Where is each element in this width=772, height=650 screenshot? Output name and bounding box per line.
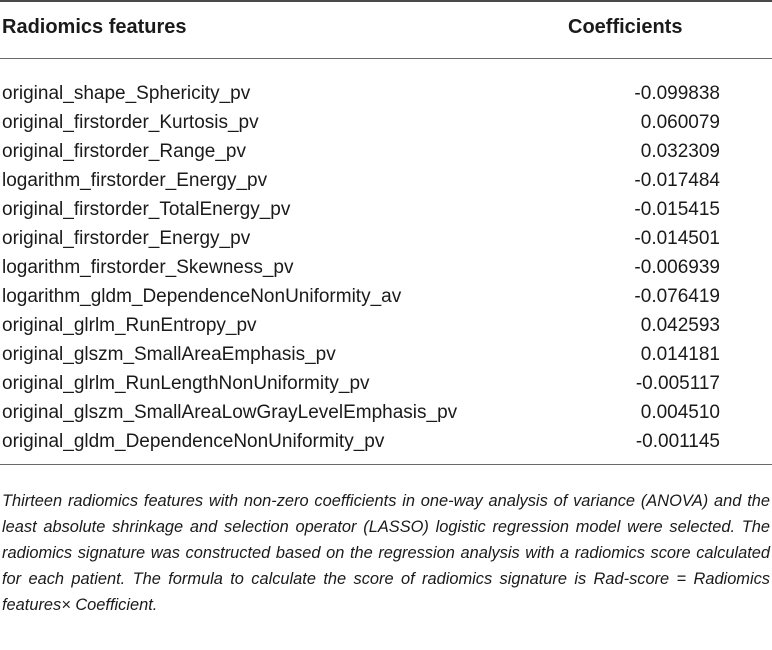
feature-cell: original_glrlm_RunEntropy_pv — [2, 315, 257, 336]
table-row — [0, 197, 772, 226]
coefficient-cell: 0.004510 — [640, 402, 720, 423]
coefficient-cell: -0.014501 — [634, 228, 720, 249]
table-bottom-rule — [0, 464, 772, 465]
table-row — [0, 400, 772, 429]
coefficient-cell: 0.014181 — [640, 344, 720, 365]
coefficient-cell: -0.006939 — [634, 257, 720, 278]
feature-cell: original_glszm_SmallAreaLowGrayLevelEmphasis_pv — [2, 402, 458, 423]
coefficient-cell: 0.060079 — [640, 112, 720, 133]
coefficient-cell: -0.005117 — [635, 373, 720, 394]
coefficient-cell: 0.032309 — [640, 141, 720, 162]
table-row — [0, 168, 772, 197]
table-row — [0, 139, 772, 168]
feature-cell: logarithm_firstorder_Skewness_pv — [2, 257, 294, 278]
coefficient-cell: 0.042593 — [640, 315, 720, 336]
header-coefficient: Coefficients — [568, 16, 683, 38]
feature-cell: original_firstorder_Energy_pv — [2, 228, 251, 249]
table-body — [0, 59, 772, 458]
coefficient-cell: -0.076419 — [634, 286, 720, 307]
table-footnote: Thirteen radiomics features with non-zero coefficients in one-way analysis of variance (ANOVA) and the least absolute shrinkage and selection operator (LASSO) logistic regression model were selected. The radiomics signature was constructed based on the regression analysis with a radiomics score calculated for each patient. The formula to calculate the score of radiomics signature is Rad-score = Radiomics features× Coefficient. — [2, 492, 770, 614]
table-row — [0, 110, 772, 139]
table-row — [0, 342, 772, 371]
table-row — [0, 429, 772, 458]
header-feature: Radiomics features — [2, 16, 187, 38]
table-row — [0, 371, 772, 400]
feature-cell: original_firstorder_Range_pv — [2, 141, 246, 162]
table-row — [0, 284, 772, 313]
feature-cell: original_shape_Sphericity_pv — [2, 83, 251, 104]
feature-cell: original_glszm_SmallAreaEmphasis_pv — [2, 344, 336, 365]
feature-cell: original_gldm_DependenceNonUniformity_pv — [2, 431, 385, 452]
feature-cell: original_firstorder_TotalEnergy_pv — [2, 199, 291, 220]
table-row — [0, 226, 772, 255]
feature-cell: logarithm_firstorder_Energy_pv — [2, 170, 268, 191]
table-header — [0, 2, 772, 59]
feature-cell: logarithm_gldm_DependenceNonUniformity_av — [2, 286, 402, 307]
table-row — [0, 313, 772, 342]
coefficient-cell: -0.015415 — [634, 199, 720, 220]
coefficient-cell: -0.099838 — [634, 83, 720, 104]
coefficient-cell: -0.001145 — [635, 431, 720, 452]
coefficient-cell: -0.017484 — [634, 170, 720, 191]
feature-cell: original_glrlm_RunLengthNonUniformity_pv — [2, 373, 370, 394]
table-row — [0, 81, 772, 110]
feature-cell: original_firstorder_Kurtosis_pv — [2, 112, 259, 133]
table-row — [0, 255, 772, 284]
